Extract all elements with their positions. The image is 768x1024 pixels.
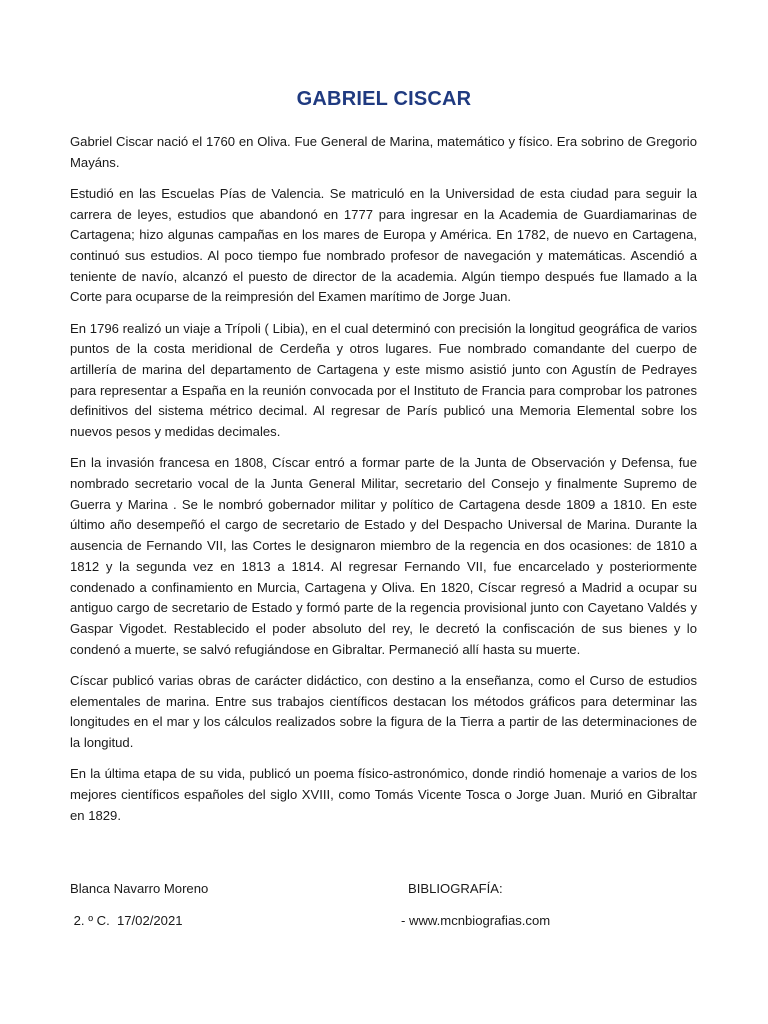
paragraph-education: Estudió en las Escuelas Pías de Valencia. Se matriculó en la Universidad de esta ciudad para seguir la carrera de leyes, estudios que abandonó en 1777 para ingresar en la Academia de Guardiamarinas de Cartagena; hizo algunas campañas en los mares de Europa y América. En 1782, de nuevo en Cartagena, continuó sus estudios. Al poco tiempo fue nombrado profesor de navegación y matemáticas. Ascendió a teniente de navío, alcanzó el puesto de director de la academia. Algún tiempo después fue llamado a la Corte para ocuparse de la reimpresión del Examen marítimo de Jorge Juan.	[70, 185, 697, 305]
footer-row-2	[70, 913, 697, 933]
document-body	[70, 132, 697, 837]
document-footer	[70, 881, 697, 933]
paragraph-works: Císcar publicó varias obras de carácter didáctico, con destino a la enseñanza, como el Curso de estudios elementales de marina. Entre sus trabajos científicos destacan los métodos gráficos para determinar las longitudes en el mar y los cálculos realizados sobre la figura de la Tierra a partir de las determinaciones de la longitud.	[70, 672, 697, 750]
bibliography-label: BIBLIOGRAFÍA:	[408, 881, 503, 896]
paragraph-last-years: En la última etapa de su vida, publicó un poema físico-astronómico, donde rindió homenaje a varios de los mejores científicos españoles del siglo XVIII, como Tomás Vicente Tosca o Jorge Juan. Murió en Gibraltar en 1829.	[70, 766, 697, 823]
page-title: GABRIEL CISCAR	[296, 88, 472, 110]
bibliography-item: - www.mcnbiografias.com	[401, 913, 551, 928]
course-date: 2. º C. 17/02/2021	[70, 913, 183, 928]
author-name: Blanca Navarro Moreno	[70, 881, 209, 896]
footer-row-1	[70, 881, 697, 901]
paragraph-tripoli: En 1796 realizó un viaje a Trípoli ( Libia), en el cual determinó con precisión la longitud geográfica de varios puntos de la costa meridional de Cerdeña y otros lugares. Fue nombrado comandante del cuerpo de artillería de marina del departamento de Cartagena y este mismo asistió junto con Agustín de Pedrayes para representar a España en la reunión convocada por el Instituto de Francia para comprobar los patrones definitivos del sistema métrico decimal. Al regresar de París publicó una Memoria Elemental sobre los nuevos pesos y medidas decimales.	[70, 320, 697, 440]
paragraph-intro: Gabriel Ciscar nació el 1760 en Oliva. Fue General de Marina, matemático y físico. Era sobrino de Gregorio Mayáns.	[70, 134, 697, 170]
paragraph-french-invasion: En la invasión francesa en 1808, Císcar entró a formar parte de la Junta de Observación y Defensa, fue nombrado secretario vocal de la Junta General Militar, secretario del Consejo y finalmente Supremo de Guerra y Marina . Se le nombró gobernador militar y político de Cartagena desde 1809 a 1810. En este último año desempeñó el cargo de secretario de Estado y del Despacho Universal de Marina. Durante la ausencia de Fernando VII, las Cortes le designaron miembro de la regencia en dos ocasiones: de 1810 a 1812 y la segunda vez en 1813 a 1814. Al regresar Fernando VII, fue encarcelado y posteriormente condenado a confinamiento en Murcia, Cartagena y Oliva. En 1820, Císcar regresó a Madrid a ocupar su antiguo cargo de secretario de Estado y formó parte de la regencia provisional junto con Cayetano Valdés y Gaspar Vigodet. Restablecido el poder absoluto del rey, le decretó la confiscación de sus bienes y lo condenó a muerte, se salvó refugiándose en Gibraltar. Permaneció allí hasta su muerte.	[70, 455, 697, 657]
